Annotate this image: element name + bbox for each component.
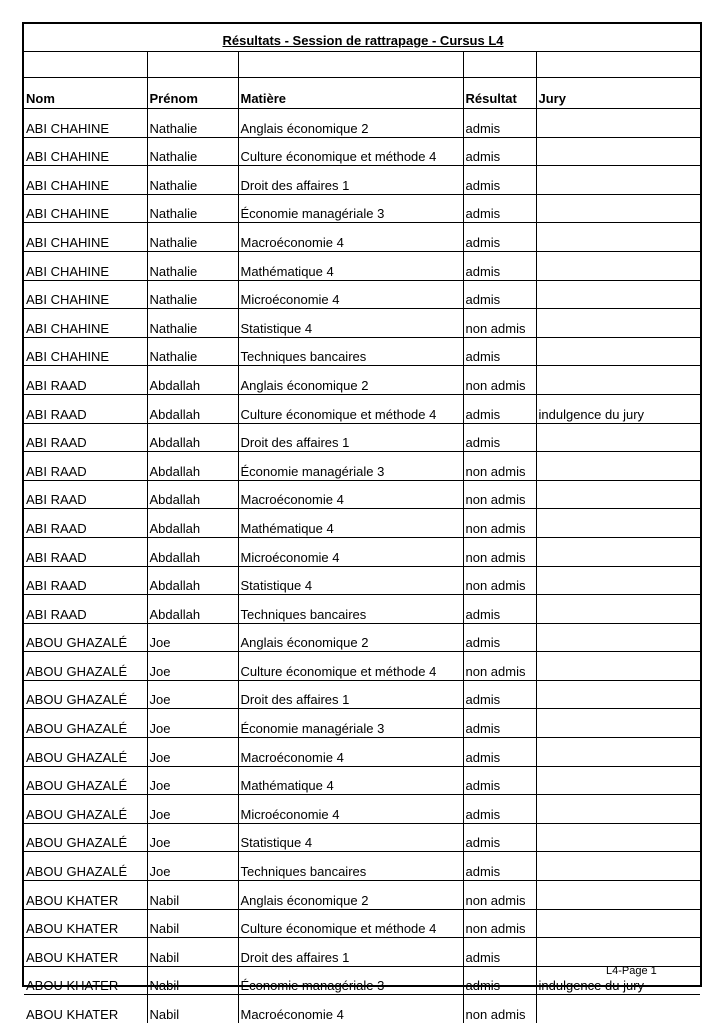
cell-matiere: Culture économique et méthode 4 bbox=[238, 137, 463, 166]
cell-nom: ABI CHAHINE bbox=[24, 194, 147, 223]
blank-cell bbox=[238, 52, 463, 78]
cell-nom: ABI RAAD bbox=[24, 394, 147, 423]
table-row bbox=[24, 709, 700, 738]
table-row bbox=[24, 623, 700, 652]
cell-jury bbox=[536, 509, 700, 538]
table-row bbox=[24, 537, 700, 566]
cell-resultat: non admis bbox=[463, 309, 536, 338]
cell-prenom: Abdallah bbox=[147, 566, 238, 595]
cell-jury bbox=[536, 309, 700, 338]
cell-nom: ABI RAAD bbox=[24, 595, 147, 624]
cell-prenom: Abdallah bbox=[147, 366, 238, 395]
cell-resultat: admis bbox=[463, 680, 536, 709]
table-row bbox=[24, 166, 700, 195]
cell-resultat: admis bbox=[463, 166, 536, 195]
cell-nom: ABI CHAHINE bbox=[24, 223, 147, 252]
header-jury: Jury bbox=[536, 78, 700, 109]
cell-matiere: Culture économique et méthode 4 bbox=[238, 909, 463, 938]
table-row bbox=[24, 652, 700, 681]
cell-nom: ABI RAAD bbox=[24, 480, 147, 509]
table-row bbox=[24, 966, 700, 995]
cell-resultat: non admis bbox=[463, 452, 536, 481]
cell-prenom: Abdallah bbox=[147, 595, 238, 624]
cell-resultat: admis bbox=[463, 251, 536, 280]
cell-jury bbox=[536, 938, 700, 967]
cell-resultat: admis bbox=[463, 223, 536, 252]
cell-nom: ABI CHAHINE bbox=[24, 337, 147, 366]
table-row bbox=[24, 137, 700, 166]
header-row bbox=[24, 78, 700, 109]
cell-nom: ABI RAAD bbox=[24, 566, 147, 595]
table-row bbox=[24, 280, 700, 309]
table-row bbox=[24, 823, 700, 852]
title-row bbox=[24, 24, 700, 52]
table-row bbox=[24, 795, 700, 824]
cell-jury bbox=[536, 537, 700, 566]
table-row bbox=[24, 251, 700, 280]
cell-jury bbox=[536, 680, 700, 709]
cell-matiere: Anglais économique 2 bbox=[238, 623, 463, 652]
cell-resultat: non admis bbox=[463, 366, 536, 395]
cell-resultat: admis bbox=[463, 966, 536, 995]
cell-jury bbox=[536, 423, 700, 452]
cell-matiere: Économie managériale 3 bbox=[238, 194, 463, 223]
table-row bbox=[24, 852, 700, 881]
results-table bbox=[24, 24, 700, 1023]
cell-matiere: Économie managériale 3 bbox=[238, 709, 463, 738]
cell-nom: ABOU GHAZALÉ bbox=[24, 652, 147, 681]
cell-jury bbox=[536, 623, 700, 652]
blank-cell bbox=[147, 52, 238, 78]
cell-matiere: Anglais économique 2 bbox=[238, 881, 463, 910]
cell-nom: ABOU GHAZALÉ bbox=[24, 852, 147, 881]
cell-jury bbox=[536, 280, 700, 309]
cell-resultat: admis bbox=[463, 938, 536, 967]
cell-jury bbox=[536, 566, 700, 595]
header-nom: Nom bbox=[24, 78, 147, 109]
cell-resultat: admis bbox=[463, 109, 536, 138]
cell-jury bbox=[536, 795, 700, 824]
cell-matiere: Microéconomie 4 bbox=[238, 795, 463, 824]
cell-jury bbox=[536, 251, 700, 280]
cell-matiere: Techniques bancaires bbox=[238, 337, 463, 366]
cell-resultat: admis bbox=[463, 194, 536, 223]
table-row bbox=[24, 394, 700, 423]
cell-resultat: non admis bbox=[463, 652, 536, 681]
cell-matiere: Droit des affaires 1 bbox=[238, 423, 463, 452]
cell-prenom: Nathalie bbox=[147, 280, 238, 309]
table-row bbox=[24, 595, 700, 624]
cell-jury bbox=[536, 137, 700, 166]
cell-resultat: admis bbox=[463, 595, 536, 624]
table-row bbox=[24, 423, 700, 452]
cell-nom: ABOU KHATER bbox=[24, 995, 147, 1023]
cell-jury bbox=[536, 480, 700, 509]
cell-matiere: Culture économique et méthode 4 bbox=[238, 394, 463, 423]
cell-matiere: Économie managériale 3 bbox=[238, 966, 463, 995]
cell-jury bbox=[536, 223, 700, 252]
cell-jury bbox=[536, 909, 700, 938]
cell-prenom: Joe bbox=[147, 738, 238, 767]
cell-matiere: Macroéconomie 4 bbox=[238, 995, 463, 1023]
cell-prenom: Abdallah bbox=[147, 423, 238, 452]
cell-jury: indulgence du jury bbox=[536, 394, 700, 423]
cell-jury bbox=[536, 366, 700, 395]
table-row bbox=[24, 909, 700, 938]
cell-resultat: admis bbox=[463, 795, 536, 824]
cell-nom: ABI CHAHINE bbox=[24, 166, 147, 195]
table-row bbox=[24, 194, 700, 223]
cell-matiere: Techniques bancaires bbox=[238, 852, 463, 881]
cell-prenom: Abdallah bbox=[147, 480, 238, 509]
cell-prenom: Nabil bbox=[147, 909, 238, 938]
table-row bbox=[24, 995, 700, 1023]
table-row bbox=[24, 881, 700, 910]
cell-nom: ABI CHAHINE bbox=[24, 109, 147, 138]
table-row bbox=[24, 509, 700, 538]
cell-jury bbox=[536, 194, 700, 223]
cell-matiere: Techniques bancaires bbox=[238, 595, 463, 624]
cell-prenom: Abdallah bbox=[147, 537, 238, 566]
cell-prenom: Nabil bbox=[147, 966, 238, 995]
cell-nom: ABI RAAD bbox=[24, 537, 147, 566]
cell-jury bbox=[536, 709, 700, 738]
blank-cell bbox=[24, 52, 147, 78]
header-resultat: Résultat bbox=[463, 78, 536, 109]
cell-nom: ABOU KHATER bbox=[24, 881, 147, 910]
cell-prenom: Nabil bbox=[147, 881, 238, 910]
cell-prenom: Nathalie bbox=[147, 109, 238, 138]
cell-jury bbox=[536, 652, 700, 681]
cell-prenom: Joe bbox=[147, 709, 238, 738]
cell-resultat: admis bbox=[463, 623, 536, 652]
cell-prenom: Joe bbox=[147, 795, 238, 824]
cell-jury bbox=[536, 595, 700, 624]
cell-resultat: admis bbox=[463, 337, 536, 366]
table-row bbox=[24, 337, 700, 366]
cell-resultat: admis bbox=[463, 394, 536, 423]
table-row bbox=[24, 480, 700, 509]
cell-prenom: Abdallah bbox=[147, 452, 238, 481]
results-table-body bbox=[24, 24, 700, 1023]
page-number: L4-Page 1 bbox=[606, 965, 657, 977]
cell-nom: ABOU GHAZALÉ bbox=[24, 709, 147, 738]
table-row bbox=[24, 938, 700, 967]
cell-matiere: Anglais économique 2 bbox=[238, 366, 463, 395]
cell-nom: ABI RAAD bbox=[24, 509, 147, 538]
cell-prenom: Nathalie bbox=[147, 251, 238, 280]
cell-matiere: Anglais économique 2 bbox=[238, 109, 463, 138]
cell-matiere: Macroéconomie 4 bbox=[238, 223, 463, 252]
cell-nom: ABOU KHATER bbox=[24, 938, 147, 967]
cell-prenom: Nathalie bbox=[147, 223, 238, 252]
cell-matiere: Macroéconomie 4 bbox=[238, 738, 463, 767]
cell-nom: ABI CHAHINE bbox=[24, 280, 147, 309]
table-row bbox=[24, 309, 700, 338]
cell-nom: ABOU GHAZALÉ bbox=[24, 623, 147, 652]
cell-nom: ABOU GHAZALÉ bbox=[24, 680, 147, 709]
cell-nom: ABI CHAHINE bbox=[24, 251, 147, 280]
cell-nom: ABOU KHATER bbox=[24, 966, 147, 995]
cell-matiere: Mathématique 4 bbox=[238, 251, 463, 280]
cell-prenom: Joe bbox=[147, 652, 238, 681]
cell-prenom: Abdallah bbox=[147, 394, 238, 423]
cell-nom: ABOU GHAZALÉ bbox=[24, 738, 147, 767]
cell-nom: ABI RAAD bbox=[24, 423, 147, 452]
cell-prenom: Nathalie bbox=[147, 309, 238, 338]
cell-nom: ABI RAAD bbox=[24, 366, 147, 395]
cell-resultat: non admis bbox=[463, 881, 536, 910]
table-row bbox=[24, 566, 700, 595]
cell-nom: ABOU GHAZALÉ bbox=[24, 823, 147, 852]
cell-jury bbox=[536, 337, 700, 366]
cell-jury bbox=[536, 823, 700, 852]
table-row bbox=[24, 223, 700, 252]
cell-resultat: admis bbox=[463, 423, 536, 452]
cell-matiere: Microéconomie 4 bbox=[238, 280, 463, 309]
cell-resultat: non admis bbox=[463, 909, 536, 938]
cell-prenom: Joe bbox=[147, 623, 238, 652]
blank-cell bbox=[536, 52, 700, 78]
cell-prenom: Nathalie bbox=[147, 137, 238, 166]
cell-resultat: admis bbox=[463, 823, 536, 852]
results-sheet bbox=[22, 22, 702, 1022]
cell-nom: ABOU GHAZALÉ bbox=[24, 795, 147, 824]
cell-jury bbox=[536, 166, 700, 195]
cell-resultat: admis bbox=[463, 280, 536, 309]
cell-matiere: Mathématique 4 bbox=[238, 509, 463, 538]
cell-jury bbox=[536, 852, 700, 881]
table-row bbox=[24, 738, 700, 767]
cell-jury bbox=[536, 738, 700, 767]
cell-jury bbox=[536, 995, 700, 1023]
cell-nom: ABOU GHAZALÉ bbox=[24, 766, 147, 795]
table-row bbox=[24, 766, 700, 795]
cell-prenom: Nabil bbox=[147, 938, 238, 967]
header-prenom: Prénom bbox=[147, 78, 238, 109]
cell-nom: ABI CHAHINE bbox=[24, 309, 147, 338]
cell-prenom: Joe bbox=[147, 823, 238, 852]
cell-resultat: non admis bbox=[463, 995, 536, 1023]
cell-resultat: admis bbox=[463, 766, 536, 795]
cell-prenom: Nathalie bbox=[147, 194, 238, 223]
cell-prenom: Nabil bbox=[147, 995, 238, 1023]
cell-nom: ABOU KHATER bbox=[24, 909, 147, 938]
table-row bbox=[24, 452, 700, 481]
cell-matiere: Droit des affaires 1 bbox=[238, 166, 463, 195]
cell-resultat: admis bbox=[463, 137, 536, 166]
cell-resultat: admis bbox=[463, 709, 536, 738]
cell-matiere: Macroéconomie 4 bbox=[238, 480, 463, 509]
blank-row bbox=[24, 52, 700, 78]
cell-resultat: admis bbox=[463, 852, 536, 881]
cell-prenom: Nathalie bbox=[147, 337, 238, 366]
cell-matiere: Statistique 4 bbox=[238, 566, 463, 595]
cell-matiere: Économie managériale 3 bbox=[238, 452, 463, 481]
cell-jury bbox=[536, 881, 700, 910]
cell-matiere: Microéconomie 4 bbox=[238, 537, 463, 566]
cell-matiere: Statistique 4 bbox=[238, 823, 463, 852]
table-row bbox=[24, 366, 700, 395]
cell-prenom: Joe bbox=[147, 680, 238, 709]
cell-prenom: Joe bbox=[147, 852, 238, 881]
cell-nom: ABI CHAHINE bbox=[24, 137, 147, 166]
blank-cell bbox=[463, 52, 536, 78]
cell-prenom: Nathalie bbox=[147, 166, 238, 195]
cell-jury: indulgence du jury bbox=[536, 966, 700, 995]
cell-resultat: admis bbox=[463, 738, 536, 767]
cell-resultat: non admis bbox=[463, 566, 536, 595]
cell-jury bbox=[536, 452, 700, 481]
cell-jury bbox=[536, 109, 700, 138]
cell-nom: ABI RAAD bbox=[24, 452, 147, 481]
page-title: Résultats - Session de rattrapage - Cursus L4 bbox=[24, 24, 700, 52]
cell-matiere: Statistique 4 bbox=[238, 309, 463, 338]
cell-matiere: Droit des affaires 1 bbox=[238, 938, 463, 967]
header-matiere: Matière bbox=[238, 78, 463, 109]
cell-matiere: Culture économique et méthode 4 bbox=[238, 652, 463, 681]
table-row bbox=[24, 680, 700, 709]
cell-matiere: Mathématique 4 bbox=[238, 766, 463, 795]
cell-matiere: Droit des affaires 1 bbox=[238, 680, 463, 709]
table-row bbox=[24, 109, 700, 138]
cell-prenom: Joe bbox=[147, 766, 238, 795]
cell-jury bbox=[536, 766, 700, 795]
cell-prenom: Abdallah bbox=[147, 509, 238, 538]
cell-resultat: non admis bbox=[463, 537, 536, 566]
cell-resultat: non admis bbox=[463, 509, 536, 538]
cell-resultat: non admis bbox=[463, 480, 536, 509]
